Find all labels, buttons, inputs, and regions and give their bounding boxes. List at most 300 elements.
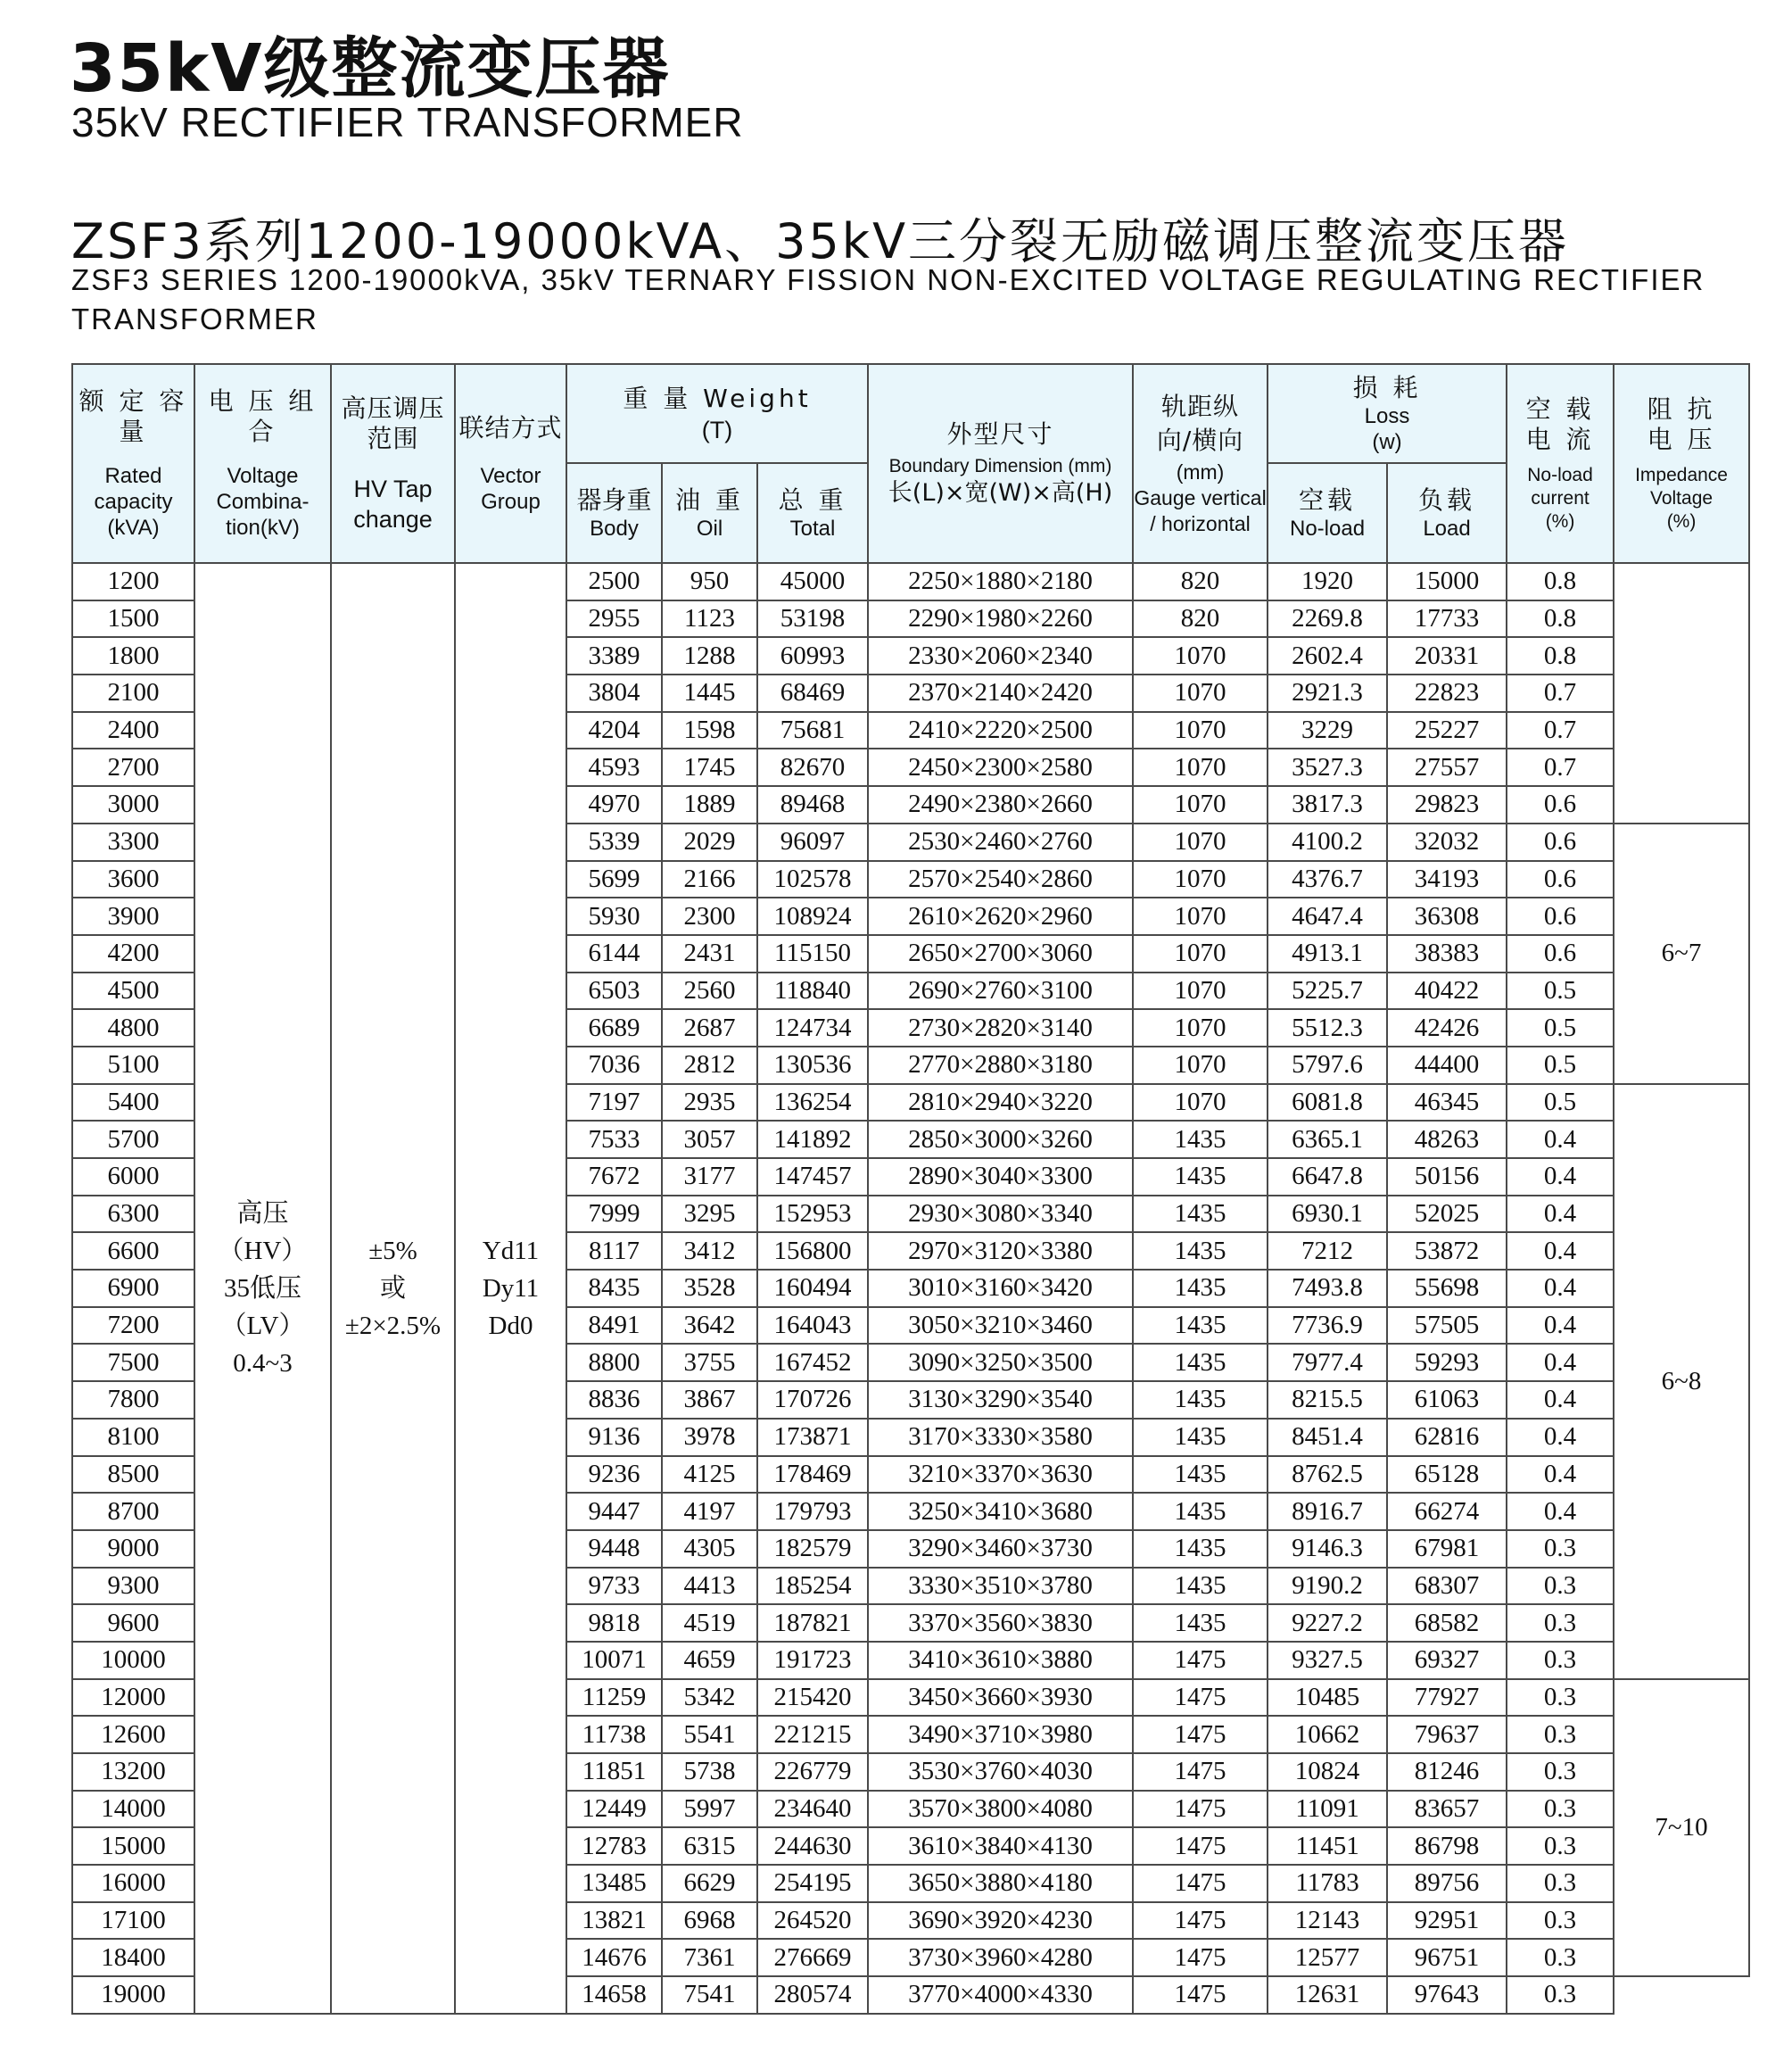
cell-noload-current: 0.4 [1507,1344,1614,1381]
spec-table [71,363,1750,2015]
cell-body-weight: 8117 [566,1232,662,1270]
cell-oil-weight: 1745 [662,749,757,786]
cell-noload-loss: 10662 [1268,1716,1387,1753]
cell-dimension: 3370×3560×3830 [868,1604,1133,1642]
cell-body-weight: 9448 [566,1530,662,1568]
cell-dimension: 2810×2940×3220 [868,1084,1133,1122]
cell-noload-current: 0.4 [1507,1158,1614,1196]
cell-noload-loss: 2921.3 [1268,675,1387,712]
cell-total-weight: 156800 [757,1232,868,1270]
cell-noload-current: 0.4 [1507,1121,1614,1158]
cell-noload-current: 0.3 [1507,1568,1614,1605]
cell-body-weight: 9733 [566,1568,662,1605]
cell-capacity: 12000 [72,1679,194,1717]
cell-total-weight: 141892 [757,1121,868,1158]
cell-load-loss: 29823 [1387,786,1507,824]
cell-body-weight: 4970 [566,786,662,824]
cell-total-weight: 187821 [757,1604,868,1642]
cell-capacity: 4500 [72,973,194,1010]
cell-dimension: 3130×3290×3540 [868,1381,1133,1419]
cell-load-loss: 65128 [1387,1456,1507,1494]
cell-body-weight: 3804 [566,675,662,712]
cell-noload-loss: 6081.8 [1268,1084,1387,1122]
cell-noload-current: 0.5 [1507,973,1614,1010]
cell-load-loss: 32032 [1387,824,1507,861]
cell-load-loss: 68307 [1387,1568,1507,1605]
cell-capacity: 8700 [72,1493,194,1530]
cell-noload-loss: 7977.4 [1268,1344,1387,1381]
page-title-cn: 35kV级整流变压器 [70,30,671,107]
cell-noload-loss: 4376.7 [1268,861,1387,898]
cell-noload-loss: 7736.9 [1268,1307,1387,1345]
cell-total-weight: 226779 [757,1753,868,1791]
cell-dimension: 2690×2760×3100 [868,973,1133,1010]
cell-noload-loss: 8916.7 [1268,1493,1387,1530]
cell-gauge: 1475 [1133,1753,1268,1791]
cell-load-loss: 67981 [1387,1530,1507,1568]
cell-body-weight: 3389 [566,637,662,675]
cell-oil-weight: 1889 [662,786,757,824]
cell-noload-loss: 11091 [1268,1791,1387,1828]
cell-impedance-voltage [1614,563,1749,824]
cell-noload-loss: 11451 [1268,1827,1387,1865]
cell-total-weight: 167452 [757,1344,868,1381]
cell-dimension: 3770×4000×4330 [868,1976,1133,2014]
cell-dimension: 3010×3160×3420 [868,1270,1133,1307]
cell-noload-current: 0.3 [1507,1791,1614,1828]
cell-oil-weight: 3978 [662,1419,757,1456]
cell-total-weight: 45000 [757,563,868,600]
cell-noload-loss: 2269.8 [1268,600,1387,638]
cell-gauge: 1070 [1133,749,1268,786]
cell-noload-current: 0.4 [1507,1381,1614,1419]
cell-noload-current: 0.7 [1507,749,1614,786]
cell-total-weight: 178469 [757,1456,868,1494]
cell-oil-weight: 3867 [662,1381,757,1419]
cell-capacity: 7500 [72,1344,194,1381]
cell-gauge: 1070 [1133,898,1268,935]
cell-oil-weight: 3755 [662,1344,757,1381]
cell-body-weight: 14676 [566,1939,662,1976]
cell-dimension: 3090×3250×3500 [868,1344,1133,1381]
header-capacity: 额 定 容 量 Rated capacity (kVA) [72,364,194,563]
series-title-cn: ZSF3系列1200-19000kVA、35kV三分裂无励磁调压整流变压器 [71,213,1570,269]
cell-capacity: 2700 [72,749,194,786]
cell-noload-current: 0.4 [1507,1232,1614,1270]
series-title-en: ZSF3 SERIES 1200-19000kVA, 35kV TERNARY FISSION NON-EXCITED VOLTAGE REGULATING RECTIFIER TRANSFORMER [71,263,1705,335]
cell-oil-weight: 3528 [662,1270,757,1307]
cell-total-weight: 264520 [757,1902,868,1940]
cell-load-loss: 81246 [1387,1753,1507,1791]
cell-impedance-voltage: 6~8 [1614,1084,1749,1679]
cell-impedance-voltage: 6~7 [1614,824,1749,1084]
cell-capacity: 2100 [72,675,194,712]
cell-noload-loss: 7493.8 [1268,1270,1387,1307]
cell-vector-group: Yd11 Dy11 Dd0 [455,563,566,2014]
cell-gauge: 1435 [1133,1568,1268,1605]
cell-total-weight: 191723 [757,1642,868,1679]
header-body: 器身重 Body [566,463,662,563]
cell-capacity: 14000 [72,1791,194,1828]
cell-gauge: 1475 [1133,1939,1268,1976]
cell-capacity: 1200 [72,563,194,600]
cell-body-weight: 13485 [566,1865,662,1902]
cell-noload-current: 0.7 [1507,712,1614,749]
cell-noload-loss: 9146.3 [1268,1530,1387,1568]
cell-gauge: 1435 [1133,1196,1268,1233]
cell-capacity: 3300 [72,824,194,861]
cell-dimension: 3690×3920×4230 [868,1902,1133,1940]
cell-body-weight: 12449 [566,1791,662,1828]
cell-capacity: 6900 [72,1270,194,1307]
cell-total-weight: 254195 [757,1865,868,1902]
cell-oil-weight: 4413 [662,1568,757,1605]
cell-noload-loss: 2602.4 [1268,637,1387,675]
cell-gauge: 1070 [1133,1047,1268,1084]
cell-load-loss: 52025 [1387,1196,1507,1233]
cell-gauge: 1435 [1133,1232,1268,1270]
cell-oil-weight: 3057 [662,1121,757,1158]
cell-oil-weight: 1123 [662,600,757,638]
cell-oil-weight: 1445 [662,675,757,712]
cell-load-loss: 83657 [1387,1791,1507,1828]
cell-gauge: 1475 [1133,1716,1268,1753]
cell-load-loss: 79637 [1387,1716,1507,1753]
header-vector: 联结方式 Vector Group [455,364,566,563]
header-noload-current: 空 载 电 流 No-load current (%) [1507,364,1614,563]
cell-load-loss: 25227 [1387,712,1507,749]
cell-capacity: 3600 [72,861,194,898]
cell-dimension: 3730×3960×4280 [868,1939,1133,1976]
cell-noload-loss: 12143 [1268,1902,1387,1940]
cell-dimension: 3330×3510×3780 [868,1568,1133,1605]
table-body [72,563,1749,2014]
cell-body-weight: 9818 [566,1604,662,1642]
cell-body-weight: 7999 [566,1196,662,1233]
cell-gauge: 1435 [1133,1158,1268,1196]
cell-noload-current: 0.4 [1507,1493,1614,1530]
header-oil: 油 重 Oil [662,463,757,563]
cell-oil-weight: 2687 [662,1009,757,1047]
cell-noload-current: 0.6 [1507,898,1614,935]
cell-gauge: 1070 [1133,786,1268,824]
cell-noload-loss: 4913.1 [1268,935,1387,973]
cell-dimension: 2490×2380×2660 [868,786,1133,824]
cell-gauge: 820 [1133,563,1268,600]
cell-body-weight: 11259 [566,1679,662,1717]
cell-dimension: 3450×3660×3930 [868,1679,1133,1717]
cell-total-weight: 244630 [757,1827,868,1865]
cell-load-loss: 86798 [1387,1827,1507,1865]
cell-noload-loss: 11783 [1268,1865,1387,1902]
cell-body-weight: 4593 [566,749,662,786]
cell-load-loss: 55698 [1387,1270,1507,1307]
cell-oil-weight: 1288 [662,637,757,675]
cell-body-weight: 7197 [566,1084,662,1122]
cell-total-weight: 68469 [757,675,868,712]
cell-noload-loss: 8451.4 [1268,1419,1387,1456]
cell-gauge: 1070 [1133,712,1268,749]
cell-oil-weight: 6968 [662,1902,757,1940]
cell-noload-current: 0.3 [1507,1902,1614,1940]
cell-noload-current: 0.3 [1507,1865,1614,1902]
cell-noload-loss: 6930.1 [1268,1196,1387,1233]
cell-total-weight: 60993 [757,637,868,675]
cell-oil-weight: 4197 [662,1493,757,1530]
cell-capacity: 19000 [72,1976,194,2014]
cell-capacity: 6000 [72,1158,194,1196]
cell-oil-weight: 5738 [662,1753,757,1791]
cell-gauge: 1435 [1133,1344,1268,1381]
cell-noload-current: 0.7 [1507,675,1614,712]
header-weight: 重 量 Weight (T) [566,364,868,463]
cell-body-weight: 4204 [566,712,662,749]
cell-voltage-combination: 高压 （HV） 35低压 （LV） 0.4~3 [194,563,331,2014]
cell-noload-loss: 6647.8 [1268,1158,1387,1196]
cell-capacity: 2400 [72,712,194,749]
cell-noload-loss: 1920 [1268,563,1387,600]
cell-dimension: 2930×3080×3340 [868,1196,1133,1233]
cell-noload-loss: 8762.5 [1268,1456,1387,1494]
cell-gauge: 1435 [1133,1307,1268,1345]
cell-gauge: 1475 [1133,1642,1268,1679]
cell-dimension: 2890×3040×3300 [868,1158,1133,1196]
cell-capacity: 16000 [72,1865,194,1902]
cell-load-loss: 61063 [1387,1381,1507,1419]
cell-load-loss: 68582 [1387,1604,1507,1642]
cell-capacity: 7200 [72,1307,194,1345]
cell-capacity: 1800 [72,637,194,675]
cell-noload-loss: 5225.7 [1268,973,1387,1010]
cell-noload-current: 0.6 [1507,935,1614,973]
cell-noload-current: 0.4 [1507,1270,1614,1307]
cell-noload-loss: 9327.5 [1268,1642,1387,1679]
cell-dimension: 2410×2220×2500 [868,712,1133,749]
cell-hv-tap: ±5% 或 ±2×2.5% [331,563,455,2014]
page-title-en: 35kV RECTIFIER TRANSFORMER [71,99,744,145]
cell-gauge: 1070 [1133,637,1268,675]
cell-total-weight: 130536 [757,1047,868,1084]
table-row [72,563,1749,600]
cell-dimension: 3170×3330×3580 [868,1419,1133,1456]
cell-noload-loss: 3817.3 [1268,786,1387,824]
cell-capacity: 5100 [72,1047,194,1084]
cell-dimension: 2570×2540×2860 [868,861,1133,898]
table-header [72,364,1749,563]
cell-dimension: 2650×2700×3060 [868,935,1133,973]
cell-body-weight: 7533 [566,1121,662,1158]
cell-load-loss: 59293 [1387,1344,1507,1381]
cell-noload-current: 0.5 [1507,1084,1614,1122]
cell-capacity: 9000 [72,1530,194,1568]
cell-gauge: 1070 [1133,861,1268,898]
cell-oil-weight: 6315 [662,1827,757,1865]
cell-dimension: 3650×3880×4180 [868,1865,1133,1902]
cell-load-loss: 46345 [1387,1084,1507,1122]
cell-capacity: 4200 [72,935,194,973]
cell-gauge: 1435 [1133,1381,1268,1419]
cell-dimension: 2450×2300×2580 [868,749,1133,786]
cell-body-weight: 8435 [566,1270,662,1307]
cell-body-weight: 8836 [566,1381,662,1419]
cell-noload-current: 0.3 [1507,1939,1614,1976]
cell-load-loss: 15000 [1387,563,1507,600]
cell-capacity: 9600 [72,1604,194,1642]
cell-dimension: 2530×2460×2760 [868,824,1133,861]
cell-dimension: 3290×3460×3730 [868,1530,1133,1568]
cell-noload-current: 0.8 [1507,600,1614,638]
header-load: 负载 Load [1387,463,1507,563]
cell-gauge: 1435 [1133,1419,1268,1456]
cell-total-weight: 124734 [757,1009,868,1047]
cell-gauge: 1070 [1133,1009,1268,1047]
cell-noload-loss: 10485 [1268,1679,1387,1717]
cell-gauge: 1070 [1133,973,1268,1010]
cell-noload-current: 0.4 [1507,1307,1614,1345]
cell-load-loss: 92951 [1387,1902,1507,1940]
cell-oil-weight: 6629 [662,1865,757,1902]
cell-noload-loss: 4647.4 [1268,898,1387,935]
cell-noload-current: 0.8 [1507,637,1614,675]
cell-body-weight: 10071 [566,1642,662,1679]
cell-body-weight: 9447 [566,1493,662,1530]
header-total: 总 重 Total [757,463,868,563]
cell-load-loss: 89756 [1387,1865,1507,1902]
cell-gauge: 1475 [1133,1865,1268,1902]
cell-body-weight: 14658 [566,1976,662,2014]
cell-dimension: 2970×3120×3380 [868,1232,1133,1270]
cell-dimension: 2610×2620×2960 [868,898,1133,935]
cell-noload-current: 0.3 [1507,1753,1614,1791]
cell-noload-loss: 8215.5 [1268,1381,1387,1419]
cell-noload-current: 0.3 [1507,1716,1614,1753]
cell-impedance-voltage: 7~10 [1614,1679,1749,1977]
cell-oil-weight: 2431 [662,935,757,973]
cell-total-weight: 170726 [757,1381,868,1419]
cell-total-weight: 164043 [757,1307,868,1345]
cell-total-weight: 182579 [757,1530,868,1568]
header-impedance: 阻 抗 电 压 Impedance Voltage (%) [1614,364,1749,563]
cell-load-loss: 69327 [1387,1642,1507,1679]
cell-dimension: 2850×3000×3260 [868,1121,1133,1158]
cell-dimension: 2770×2880×3180 [868,1047,1133,1084]
cell-noload-loss: 7212 [1268,1232,1387,1270]
cell-body-weight: 6689 [566,1009,662,1047]
cell-total-weight: 221215 [757,1716,868,1753]
cell-noload-current: 0.5 [1507,1047,1614,1084]
cell-gauge: 1435 [1133,1121,1268,1158]
cell-total-weight: 160494 [757,1270,868,1307]
cell-noload-current: 0.3 [1507,1604,1614,1642]
cell-body-weight: 7672 [566,1158,662,1196]
cell-load-loss: 44400 [1387,1047,1507,1084]
cell-noload-current: 0.4 [1507,1419,1614,1456]
cell-gauge: 1435 [1133,1530,1268,1568]
cell-dimension: 3570×3800×4080 [868,1791,1133,1828]
cell-body-weight: 11738 [566,1716,662,1753]
cell-oil-weight: 7541 [662,1976,757,2014]
cell-noload-current: 0.4 [1507,1196,1614,1233]
cell-oil-weight: 2812 [662,1047,757,1084]
cell-noload-current: 0.3 [1507,1530,1614,1568]
cell-gauge: 1475 [1133,1902,1268,1940]
cell-oil-weight: 2300 [662,898,757,935]
cell-oil-weight: 4125 [662,1456,757,1494]
cell-capacity: 6300 [72,1196,194,1233]
cell-body-weight: 5339 [566,824,662,861]
cell-capacity: 8100 [72,1419,194,1456]
cell-body-weight: 7036 [566,1047,662,1084]
cell-dimension: 3210×3370×3630 [868,1456,1133,1494]
cell-total-weight: 280574 [757,1976,868,2014]
cell-total-weight: 53198 [757,600,868,638]
cell-oil-weight: 3642 [662,1307,757,1345]
header-dimension: 外型尺寸 Boundary Dimension (mm) 长(L)×宽(W)×高(H) [868,364,1133,563]
cell-total-weight: 75681 [757,712,868,749]
cell-oil-weight: 950 [662,563,757,600]
cell-load-loss: 42426 [1387,1009,1507,1047]
cell-total-weight: 136254 [757,1084,868,1122]
cell-gauge: 1475 [1133,1976,1268,2014]
cell-noload-current: 0.6 [1507,861,1614,898]
cell-total-weight: 147457 [757,1158,868,1196]
header-tap: 高压调压范围 HV Tap change [331,364,455,563]
cell-noload-current: 0.3 [1507,1642,1614,1679]
cell-body-weight: 2955 [566,600,662,638]
cell-load-loss: 20331 [1387,637,1507,675]
cell-noload-loss: 12631 [1268,1976,1387,2014]
cell-gauge: 820 [1133,600,1268,638]
cell-gauge: 1435 [1133,1270,1268,1307]
cell-body-weight: 8491 [566,1307,662,1345]
cell-noload-loss: 3527.3 [1268,749,1387,786]
cell-oil-weight: 5541 [662,1716,757,1753]
cell-capacity: 10000 [72,1642,194,1679]
cell-capacity: 7800 [72,1381,194,1419]
cell-oil-weight: 2166 [662,861,757,898]
cell-gauge: 1070 [1133,675,1268,712]
cell-oil-weight: 2029 [662,824,757,861]
cell-dimension: 2330×2060×2340 [868,637,1133,675]
cell-body-weight: 6144 [566,935,662,973]
header-noload: 空载 No-load [1268,463,1387,563]
cell-capacity: 13200 [72,1753,194,1791]
cell-total-weight: 234640 [757,1791,868,1828]
cell-noload-current: 0.3 [1507,1827,1614,1865]
cell-dimension: 3490×3710×3980 [868,1716,1133,1753]
cell-oil-weight: 7361 [662,1939,757,1976]
cell-total-weight: 82670 [757,749,868,786]
cell-oil-weight: 3412 [662,1232,757,1270]
cell-noload-loss: 9190.2 [1268,1568,1387,1605]
cell-load-loss: 96751 [1387,1939,1507,1976]
cell-noload-current: 0.4 [1507,1456,1614,1494]
cell-load-loss: 17733 [1387,600,1507,638]
cell-oil-weight: 4305 [662,1530,757,1568]
cell-capacity: 8500 [72,1456,194,1494]
cell-total-weight: 173871 [757,1419,868,1456]
cell-noload-current: 0.6 [1507,824,1614,861]
cell-oil-weight: 5997 [662,1791,757,1828]
cell-capacity: 15000 [72,1827,194,1865]
cell-dimension: 2290×1980×2260 [868,600,1133,638]
cell-oil-weight: 2935 [662,1084,757,1122]
cell-noload-loss: 5797.6 [1268,1047,1387,1084]
cell-noload-loss: 10824 [1268,1753,1387,1791]
cell-noload-current: 0.5 [1507,1009,1614,1047]
cell-load-loss: 36308 [1387,898,1507,935]
cell-total-weight: 108924 [757,898,868,935]
